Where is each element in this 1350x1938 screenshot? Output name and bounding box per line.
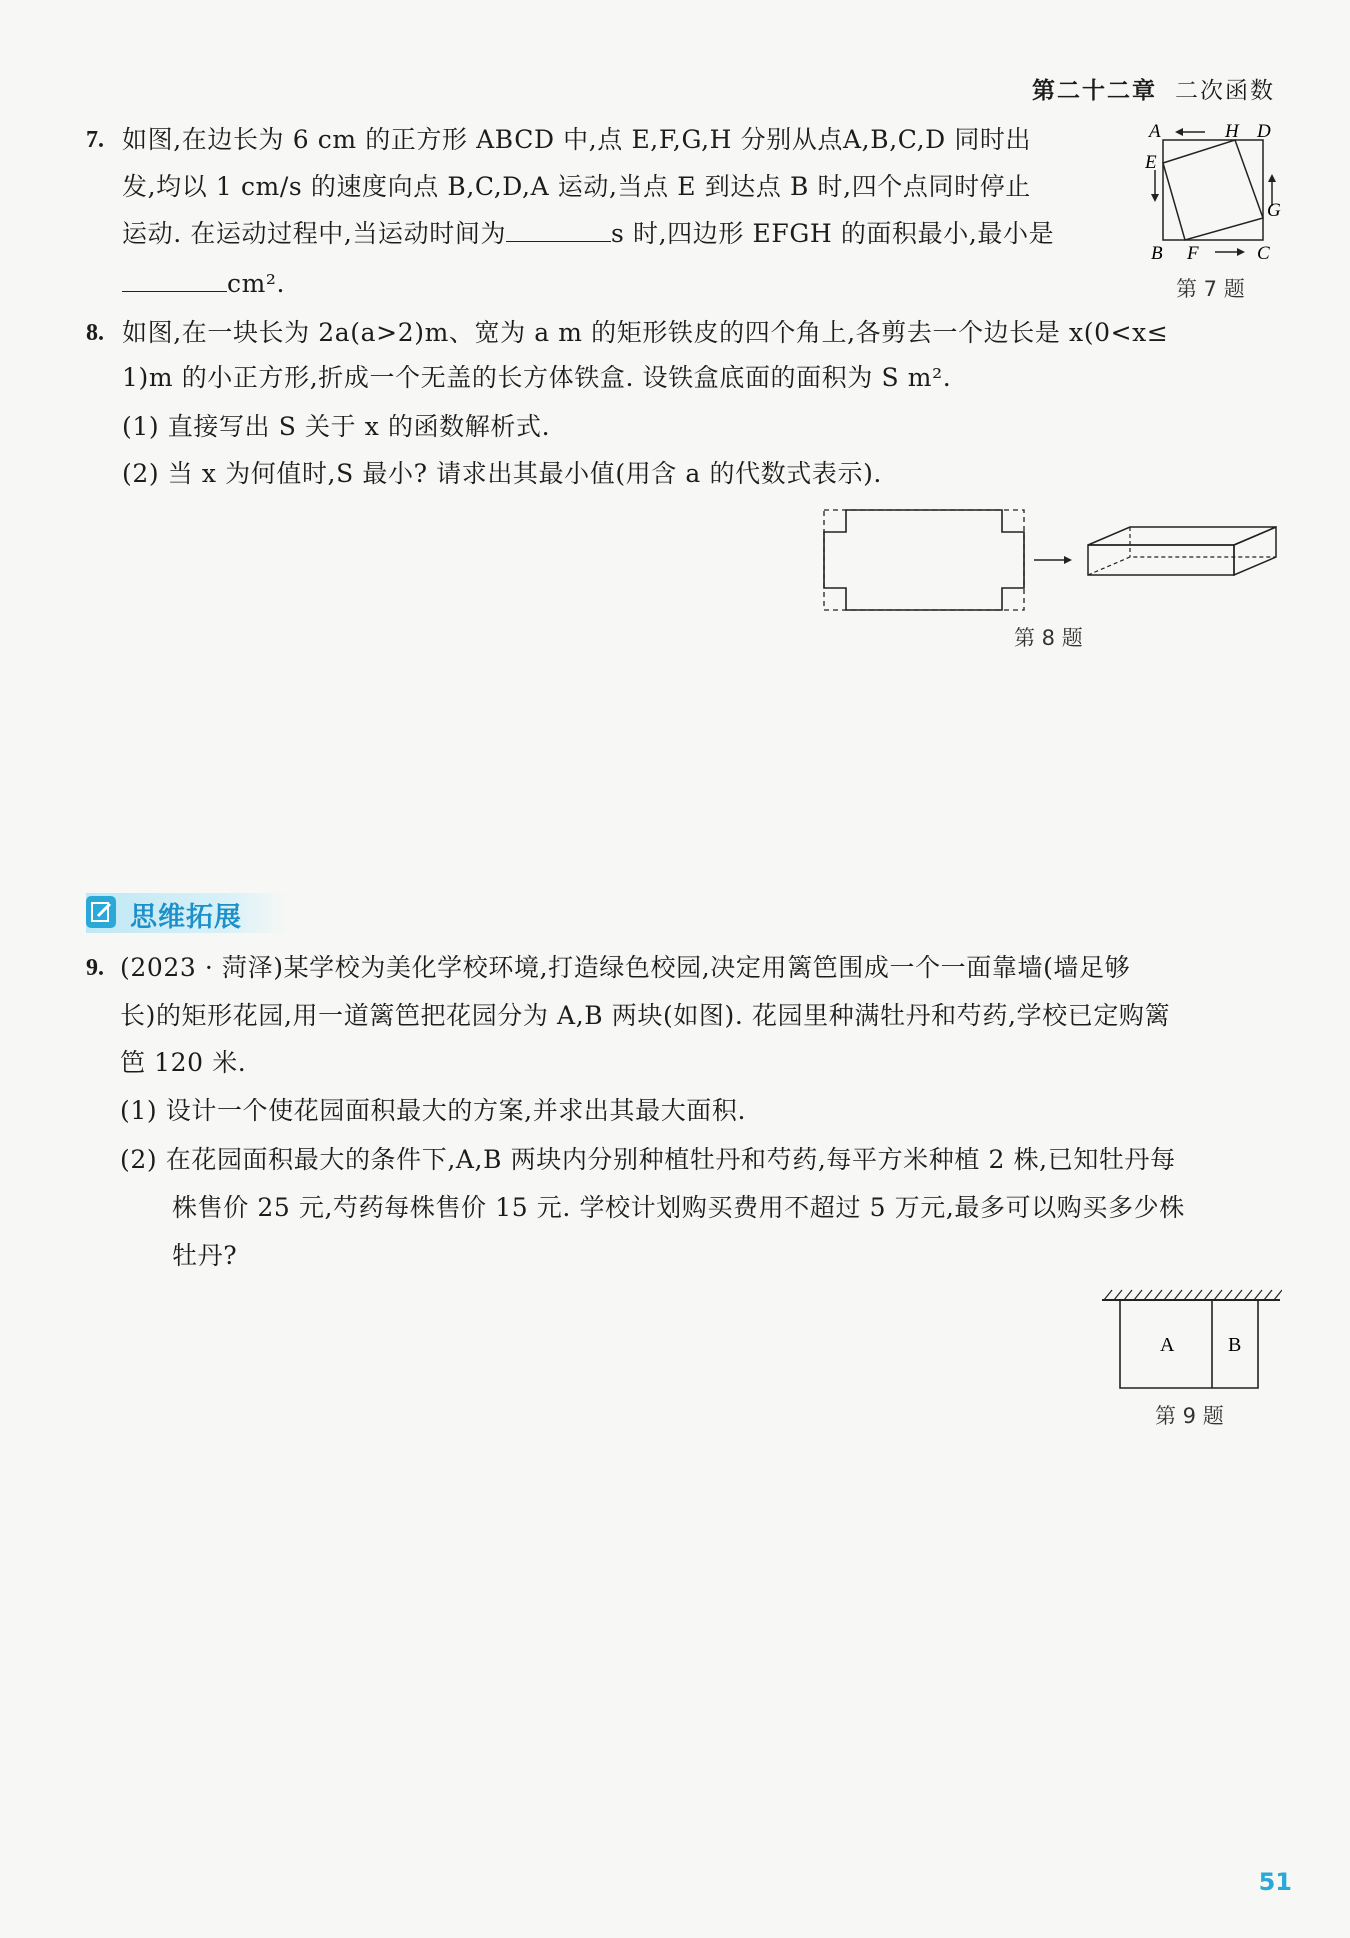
question-9-number: 9.	[86, 955, 104, 981]
label-c: C	[1257, 243, 1270, 264]
square-abcd	[1163, 140, 1263, 240]
label-g: G	[1267, 200, 1281, 221]
section-title: 思维拓展	[130, 902, 242, 933]
label-e: E	[1145, 152, 1157, 173]
box-top	[1088, 527, 1276, 545]
question-8-line-1: 如图,在一块长为 2a(a>2)m、宽为 a m 的矩形铁皮的四个角上,各剪去一个边长是 x(0<x≤	[122, 318, 1169, 347]
question-9-part-1: (1) 设计一个使花园面积最大的方案,并求出其最大面积.	[120, 1096, 747, 1125]
box-front	[1088, 545, 1234, 575]
arrow-head-icon	[1064, 556, 1072, 564]
arrow-head-icon	[1175, 128, 1183, 136]
pencil-note-icon	[86, 896, 116, 928]
answer-blank-area[interactable]	[122, 269, 227, 292]
chapter-title: 二次函数	[1175, 78, 1275, 104]
section-header	[86, 893, 286, 933]
quadrilateral-efgh	[1163, 140, 1263, 240]
arrow-head-icon	[1151, 194, 1159, 202]
label-b: B	[1151, 243, 1163, 264]
question-7-line-1: 如图,在边长为 6 cm 的正方形 ABCD 中,点 E,F,G,H 分别从点A,B,C,D 同时出	[122, 125, 1032, 154]
question-7-line-3	[122, 216, 1054, 252]
question-9-part-2-line-2: 株售价 25 元,芍药每株售价 15 元. 学校计划购买费用不超过 5 万元,最多可以购买多少株	[172, 1193, 1185, 1222]
question-8-number: 8.	[86, 320, 104, 346]
question-7-line-2: 发,均以 1 cm/s 的速度向点 B,C,D,A 运动,当点 E 到达点 B 时,四个点同时停止	[122, 172, 1031, 201]
question-7-line-3-b: s 时,四边形 EFGH 的面积最小,最小是	[611, 219, 1055, 248]
arrow-head-icon	[1268, 174, 1276, 182]
label-f: F	[1187, 243, 1199, 264]
box-hidden-edges	[1088, 557, 1276, 575]
chapter-label: 第二十二章	[1032, 78, 1157, 104]
figure-8-sheet-and-box	[818, 505, 1280, 615]
question-9-part-2-line-3: 牡丹?	[172, 1241, 238, 1270]
wall-hatching	[1104, 1290, 1282, 1300]
region-a-label: A	[1160, 1334, 1175, 1356]
figure-8-caption: 第 8 题	[1014, 626, 1083, 650]
arrow-head-icon	[1237, 248, 1245, 256]
sheet-cut-shape	[824, 510, 1024, 610]
question-9-line-2: 长)的矩形花园,用一道篱笆把花园分为 A,B 两块(如图). 花园里种满牡丹和芍药,学校已定购篱	[120, 1001, 1171, 1030]
question-8-line-2: 1)m 的小正方形,折成一个无盖的长方体铁盒. 设铁盒底面的面积为 S m².	[122, 363, 952, 392]
question-7-line-3-a: 运动. 在运动过程中,当运动时间为	[122, 219, 507, 248]
question-9-line-1: (2023 · 菏泽)某学校为美化学校环境,打造绿色校园,决定用篱笆围成一个一面靠墙(墙足够	[120, 953, 1131, 982]
question-7-line-4-text: cm².	[227, 269, 286, 298]
sheet-outline	[824, 510, 1024, 610]
region-b-label: B	[1228, 1334, 1242, 1356]
figure-7-caption: 第 7 题	[1176, 277, 1245, 301]
figure-9-garden-diagram	[1100, 1284, 1282, 1394]
page-number: 51	[1258, 1868, 1292, 1896]
label-h: H	[1225, 121, 1239, 142]
answer-blank-time[interactable]	[506, 219, 611, 242]
question-9-part-2-line-1: (2) 在花园面积最大的条件下,A,B 两块内分别种植牡丹和芍药,每平方米种植 2 株,已知牡丹每	[120, 1145, 1176, 1174]
question-7-line-4	[122, 266, 285, 302]
label-d: D	[1257, 121, 1271, 142]
question-8-part-1: (1) 直接写出 S 关于 x 的函数解析式.	[122, 412, 551, 441]
question-9-line-3: 笆 120 米.	[120, 1048, 247, 1077]
question-7-number: 7.	[86, 127, 104, 153]
question-8-part-2: (2) 当 x 为何值时,S 最小? 请求出其最小值(用含 a 的代数式表示).	[122, 459, 882, 488]
page-header	[1032, 72, 1275, 105]
label-a: A	[1149, 121, 1161, 142]
box-side	[1234, 527, 1276, 575]
figure-9-caption: 第 9 题	[1155, 1404, 1224, 1428]
figure-7-square-diagram	[1145, 118, 1285, 268]
